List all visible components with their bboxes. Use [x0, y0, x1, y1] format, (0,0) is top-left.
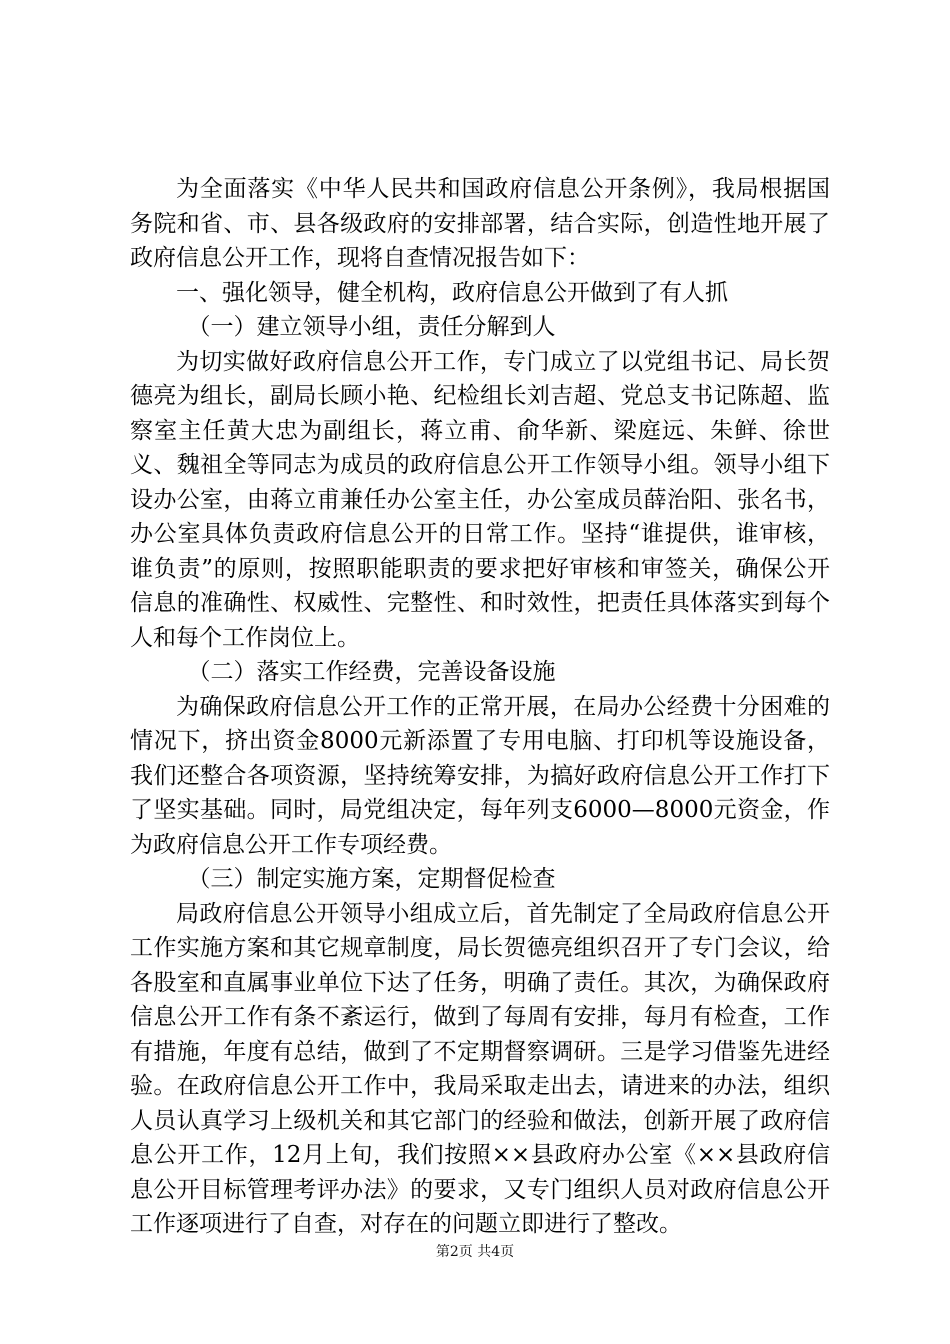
subsection-1-paragraph: 为切实做好政府信息公开工作，专门成立了以党组书记、局长贺德亮为组长，副局长顾小艳、纪检组长刘吉超、党总支书记陈超、监察室主任黄大忠为副组长，蒋立甫、俞华新、梁庭远、朱鲜、徐世义、魏祖全等同志为成员的政府信息公开工作领导小组。领导小组下设办公室，由蒋立甫兼任办公室主任，办公室成员薛治阳、张名书，办公室具体负责政府信息公开的日常工作。坚持“谁提供，谁审核，谁负责”的原则，按照职能职责的要求把好审核和审签关，确保公开信息的准确性、权威性、完整性、和时效性，把责任具体落实到每个人和每个工作岗位上。	[130, 348, 830, 651]
document-body	[130, 172, 830, 1242]
subsection-3-heading: （三）制定实施方案，定期督促检查	[187, 866, 556, 892]
subsection-2-paragraph: 为确保政府信息公开工作的正常开展，在局办公经费十分困难的情况下，挤出资金8000元新添置了专用电脑、打印机等设施设备，我们还整合各项资源，坚持统筹安排，为搞好政府信息公开工作打下了坚实基础。同时，局党组决定，每年列支6000—8000元资金，作为政府信息公开工作专项经费。	[130, 693, 830, 858]
subsection-2-heading: （二）落实工作经费，完善设备设施	[187, 659, 556, 685]
subsection-1-heading: （一）建立领导小组，责任分解到人	[187, 314, 556, 340]
subsection-3-paragraph: 局政府信息公开领导小组成立后，首先制定了全局政府信息公开工作实施方案和其它规章制度，局长贺德亮组织召开了专门会议，给各股室和直属事业单位下达了任务，明确了责任。其次，为确保政府信息公开工作有条不紊运行，做到了每周有安排，每月有检查，工作有措施，年度有总结，做到了不定期督察调研。三是学习借鉴先进经验。在政府信息公开工作中，我局采取走出去，请进来的办法，组织人员认真学习上级机关和其它部门的经验和做法，创新开展了政府信息公开工作，12月上旬，我们按照××县政府办公室《××县政府信息公开目标管理考评办法》的要求，又专门组织人员对政府信息公开工作逐项进行了自查，对存在的问题立即进行了整改。	[130, 900, 830, 1237]
section-1-heading: 一、强化领导，健全机构，政府信息公开做到了有人抓	[176, 279, 728, 306]
page-number-footer: 第2页 共4页	[435, 1244, 515, 1260]
intro-paragraph: 为全面落实《中华人民共和国政府信息公开条例》，我局根据国务院和省、市、县各级政府的安排部署，结合实际，创造性地开展了政府信息公开工作，现将自查情况报告如下：	[130, 176, 830, 271]
